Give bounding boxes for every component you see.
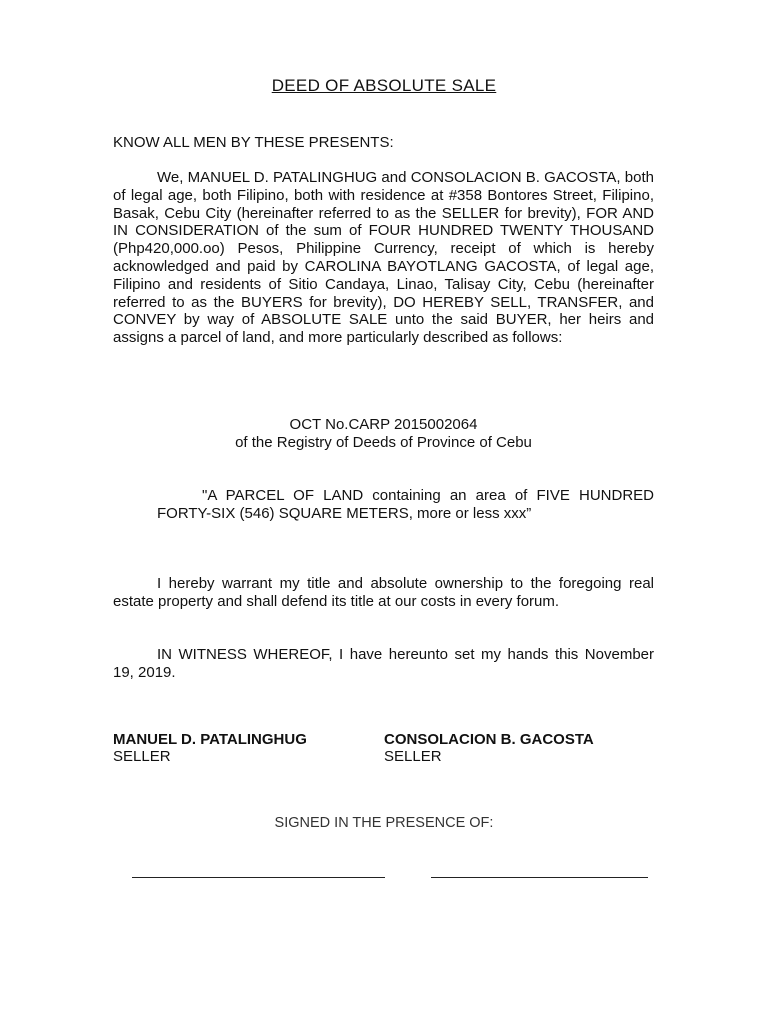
registry-line: of the Registry of Deeds of Province of Cebu (235, 434, 532, 451)
presence-label: SIGNED IN THE PRESENCE OF: (274, 815, 494, 831)
oct-number: OCT No.CARP 2015002064 (289, 416, 478, 433)
signature-block-1 (113, 731, 307, 765)
document-title: DEED OF ABSOLUTE SALE (271, 76, 497, 95)
signatory-role: SELLER (113, 748, 171, 765)
witness-signature-line-1 (132, 877, 385, 878)
signatory-role: SELLER (384, 748, 442, 765)
witness-clause: IN WITNESS WHEREOF, I have hereunto set my hands this November 19, 2019. (113, 646, 654, 681)
land-description: "A PARCEL OF LAND containing an area of FIVE HUNDRED FORTY-SIX (546) SQUARE METERS, more or less xxx” (157, 487, 654, 522)
signatory-name: MANUEL D. PATALINGHUG (113, 731, 307, 748)
signatory-name: CONSOLACION B. GACOSTA (384, 731, 594, 748)
body-paragraph: We, MANUEL D. PATALINGHUG and CONSOLACION B. GACOSTA, both of legal age, both Filipino, both with residence at #358 Bontores Street, Filipino, Basak, Cebu City (hereinafter referred to as the SELLER for brevity), FOR AND IN CONSIDERATION of the sum of FOUR HUNDRED TWENTY THOUSAND (Php420,000.oo) Pesos, Philippine Currency, receipt of which is hereby acknowledged and paid by CAROLINA BAYOTLANG GACOSTA, of legal age, Filipino and residents of Sitio Candaya, Linao, Talisay City, Cebu (hereinafter referred to as the BUYERS for brevity), DO HEREBY SELL, TRANSFER, and CONVEY by way of ABSOLUTE SALE unto the said BUYER, her heirs and assigns a parcel of land, and more particularly described as follows: (113, 169, 654, 347)
opening-line: KNOW ALL MEN BY THESE PRESENTS: (113, 134, 394, 151)
witness-signature-line-2 (431, 877, 648, 878)
signature-block-2 (384, 731, 594, 765)
warranty-paragraph: I hereby warrant my title and absolute ownership to the foregoing real estate property and shall defend its title at our costs in every forum. (113, 575, 654, 610)
